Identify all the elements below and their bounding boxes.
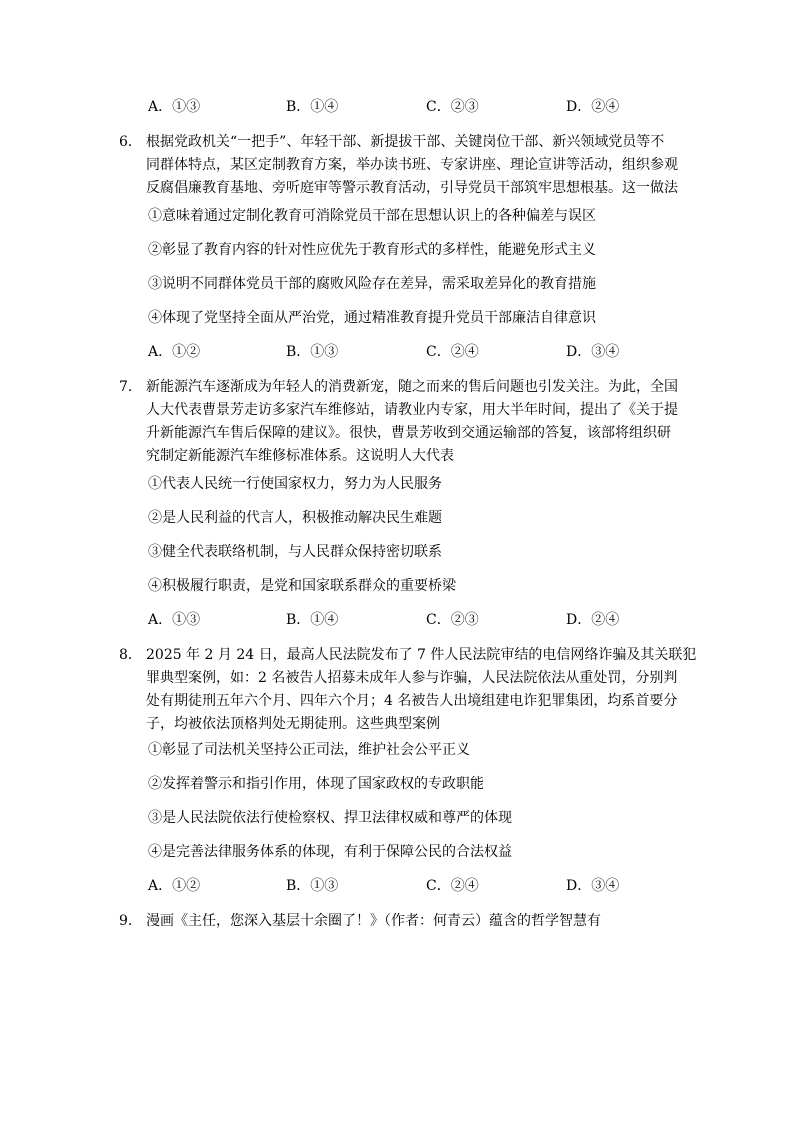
q7-stem-line-1: 新能源汽车逐渐成为年轻人的消费新宠，随之而来的售后问题也引发关注。为此，全国 — [146, 379, 678, 395]
q7-stem-line-2: 人大代表曹景芳走访多家汽车维修站，请教业内专家，用大半年时间，提出了《关于提 — [146, 402, 678, 418]
q6-option-4: ④体现了党坚持全面从严治党，通过精准教育提升党员干部廉洁自律意识 — [148, 310, 596, 326]
q8-option-1: ①彰显了司法机关坚持公正司法，维护社会公平正义 — [148, 742, 470, 758]
q8-choices — [148, 876, 668, 896]
q6-choice-b[interactable]: B．①③ — [286, 344, 339, 360]
q5-choice-b[interactable]: B．①④ — [286, 99, 339, 115]
q9-stem-line-1: 漫画《主任，您深入基层十余圈了！》（作者：何青云）蕴含的哲学智慧有 — [146, 913, 601, 929]
q8-stem-line-3: 处有期徒刑五年六个月、四年六个月；4 名被告人出境组建电诈犯罪集团，均系首要分 — [146, 693, 678, 709]
q8-choice-d[interactable]: D．③④ — [566, 878, 620, 894]
q9-number: 9． — [119, 913, 142, 929]
q8-number: 8． — [119, 647, 142, 663]
q6-option-1: ①意味着通过定制化教育可消除党员干部在思想认识上的各种偏差与误区 — [148, 208, 596, 224]
q7-choice-c[interactable]: C．②③ — [426, 612, 479, 628]
q7-option-2: ②是人民利益的代言人，积极推动解决民生难题 — [148, 510, 442, 526]
q7-choice-b[interactable]: B．①④ — [286, 612, 339, 628]
q7-choices — [148, 610, 668, 630]
q8-option-4: ④是完善法律服务体系的体现，有利于保障公民的合法权益 — [148, 844, 512, 860]
q8-stem-line-4: 子，均被依法顶格判处无期徒刑。这些典型案例 — [146, 716, 440, 732]
q5-choice-c[interactable]: C．②③ — [426, 99, 479, 115]
q8-stem-line-1: 2025 年 2 月 24 日，最高人民法院发布了 7 件人民法院审结的电信网络诈骗及其关联犯 — [146, 647, 697, 663]
q6-stem-line-3: 反腐倡廉教育基地、旁听庭审等警示教育活动，引导党员干部筑牢思想根基。这一做法 — [146, 180, 678, 196]
q6-choice-a[interactable]: A．①② — [148, 344, 201, 360]
q7-choice-d[interactable]: D．②④ — [566, 612, 620, 628]
q8-choice-c[interactable]: C．②④ — [426, 878, 479, 894]
q8-stem-line-2: 罪典型案例，如：2 名被告人招募未成年人参与诈骗，人民法院依法从重处罚，分别判 — [146, 670, 678, 686]
q7-choice-a[interactable]: A．①③ — [148, 612, 201, 628]
q6-option-3: ③说明不同群体党员干部的腐败风险存在差异，需采取差异化的教育措施 — [148, 276, 596, 292]
q5-choice-a[interactable]: A．①③ — [148, 99, 201, 115]
q6-choices — [148, 342, 668, 362]
q6-choice-d[interactable]: D．③④ — [566, 344, 620, 360]
q6-stem-line-2: 同群体特点，某区定制教育方案，举办读书班、专家讲座、理论宣讲等活动，组织参观 — [146, 157, 678, 173]
q7-option-1: ①代表人民统一行使国家权力，努力为人民服务 — [148, 476, 442, 492]
q8-choice-a[interactable]: A．①② — [148, 878, 201, 894]
q7-stem-line-3: 升新能源汽车售后保障的建议》。很快，曹景芳收到交通运输部的答复，该部将组织研 — [146, 425, 671, 441]
q8-option-3: ③是人民法院依法行使检察权、捍卫法律权威和尊严的体现 — [148, 810, 512, 826]
q7-number: 7． — [119, 379, 142, 395]
q7-option-4: ④积极履行职责，是党和国家联系群众的重要桥梁 — [148, 578, 456, 594]
q8-choice-b[interactable]: B．①③ — [286, 878, 339, 894]
q6-option-2: ②彰显了教育内容的针对性应优先于教育形式的多样性，能避免形式主义 — [148, 242, 596, 258]
q5-choices — [148, 97, 668, 117]
q6-choice-c[interactable]: C．②④ — [426, 344, 479, 360]
q8-option-2: ②发挥着警示和指引作用，体现了国家政权的专政职能 — [148, 776, 484, 792]
q6-number: 6． — [119, 134, 142, 150]
q5-choice-d[interactable]: D．②④ — [566, 99, 620, 115]
q7-option-3: ③健全代表联络机制，与人民群众保持密切联系 — [148, 544, 442, 560]
q7-stem-line-4: 究制定新能源汽车维修标准体系。这说明人大代表 — [146, 448, 454, 464]
q6-stem-line-1: 根据党政机关“一把手”、年轻干部、新提拔干部、关键岗位干部、新兴领域党员等不 — [146, 134, 665, 150]
